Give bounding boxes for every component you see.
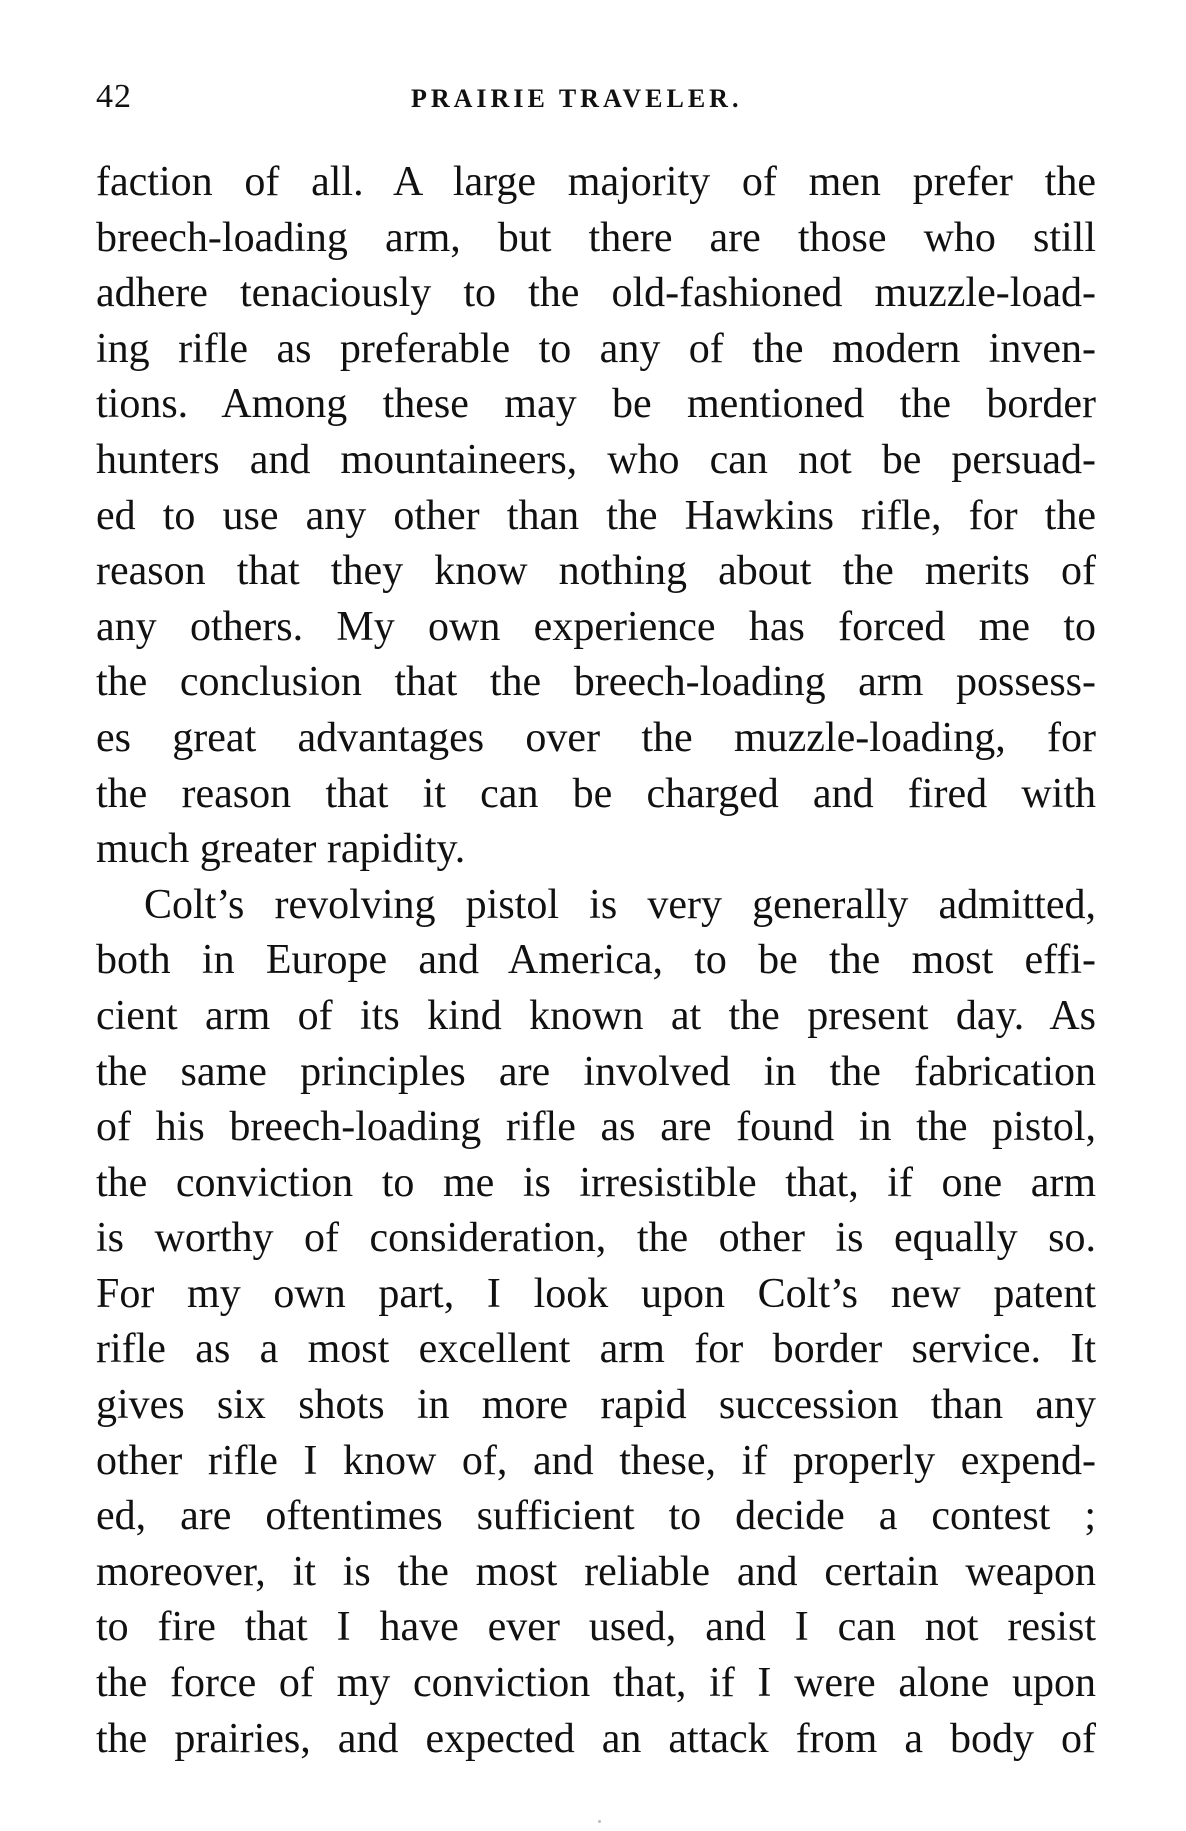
text-line: the conviction to me is irresistible that, if one arm xyxy=(96,1159,1096,1206)
text-line: of his breech-loading rifle as are found in the pistol, xyxy=(96,1104,1096,1151)
text-line: ed to use any other than the Hawkins rifle, for the xyxy=(96,492,1096,539)
text-line: breech-loading arm, but there are those who still xyxy=(96,214,1096,261)
text-line: ing rifle as preferable to any of the modern inven- xyxy=(96,325,1096,372)
text-line: moreover, it is the most reliable and certain weapon xyxy=(96,1548,1096,1595)
text-line: the conclusion that the breech-loading arm possess- xyxy=(96,659,1096,706)
text-line: ed, are oftentimes sufficient to decide a contest ; xyxy=(96,1493,1096,1540)
paragraph-first-line: Colt’s revolving pistol is very generally admitted, xyxy=(144,881,1096,928)
body-text xyxy=(96,155,1096,1767)
text-line: other rifle I know of, and these, if properly expend- xyxy=(96,1437,1096,1484)
paper-speck xyxy=(598,1820,601,1823)
running-title: PRAIRIE TRAVELER. xyxy=(411,84,743,113)
text-line: to fire that I have ever used, and I can not resist xyxy=(96,1604,1096,1651)
text-line: the same principles are involved in the fabrication xyxy=(96,1048,1096,1095)
text-line: reason that they know nothing about the merits of xyxy=(96,548,1096,595)
text-line: hunters and mountaineers, who can not be persuad- xyxy=(96,436,1096,483)
text-line: any others. My own experience has forced me to xyxy=(96,603,1096,650)
text-line: is worthy of consideration, the other is equally so. xyxy=(96,1215,1096,1262)
text-line: gives six shots in more rapid succession than any xyxy=(96,1382,1096,1429)
text-line: es great advantages over the muzzle-loading, for xyxy=(96,714,1096,761)
text-line: cient arm of its kind known at the present day. As xyxy=(96,992,1096,1039)
page-header xyxy=(96,78,1096,128)
text-line: rifle as a most excellent arm for border service. It xyxy=(96,1326,1096,1373)
text-line: the force of my conviction that, if I were alone upon xyxy=(96,1660,1096,1707)
text-line: the reason that it can be charged and fired with xyxy=(96,770,1096,817)
text-line: the prairies, and expected an attack from a body of xyxy=(96,1715,1096,1762)
paragraph-end-line: much greater rapidity. xyxy=(96,826,466,873)
page-number: 42 xyxy=(96,78,132,115)
text-line: faction of all. A large majority of men prefer the xyxy=(96,159,1096,205)
text-line: both in Europe and America, to be the most effi- xyxy=(96,937,1096,984)
text-line: adhere tenaciously to the old-fashioned muzzle-load- xyxy=(96,270,1096,317)
text-line: tions. Among these may be mentioned the border xyxy=(96,381,1096,428)
text-line: For my own part, I look upon Colt’s new patent xyxy=(96,1270,1096,1317)
